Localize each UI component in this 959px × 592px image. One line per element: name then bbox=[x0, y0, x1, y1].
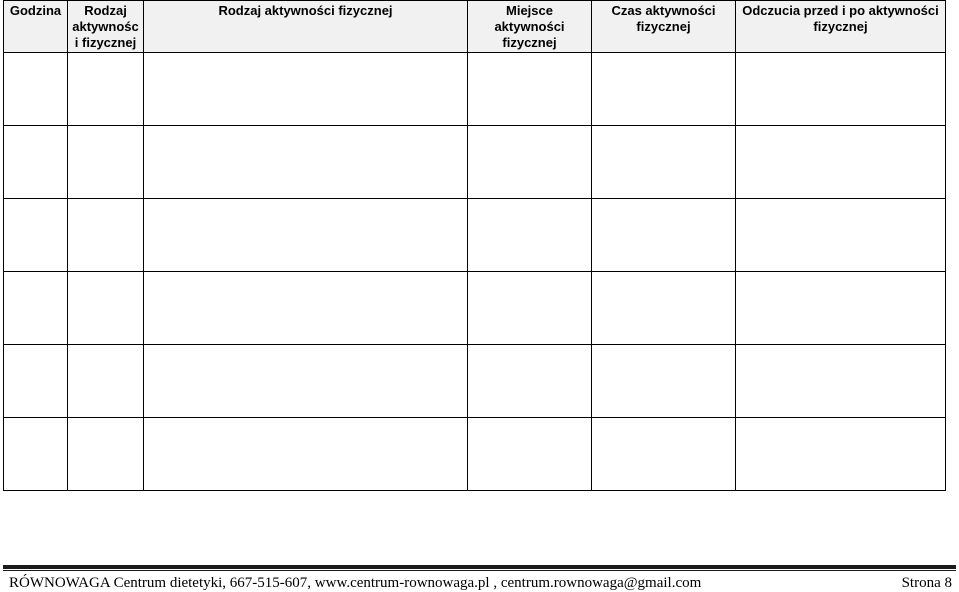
cell-godzina[interactable] bbox=[4, 418, 68, 491]
header-czas: Czas aktywności fizycznej bbox=[592, 1, 736, 53]
cell-odczucia[interactable] bbox=[736, 199, 946, 272]
cell-czas[interactable] bbox=[592, 53, 736, 126]
cell-rodzaj-aktywnosci[interactable] bbox=[144, 53, 468, 126]
cell-miejsce[interactable] bbox=[468, 272, 592, 345]
cell-odczucia[interactable] bbox=[736, 418, 946, 491]
table-body bbox=[4, 53, 946, 491]
cell-rodzaj-short[interactable] bbox=[68, 345, 144, 418]
table-row bbox=[4, 53, 946, 126]
table-header-row bbox=[4, 1, 946, 53]
cell-czas[interactable] bbox=[592, 272, 736, 345]
cell-godzina[interactable] bbox=[4, 345, 68, 418]
cell-miejsce[interactable] bbox=[468, 199, 592, 272]
cell-rodzaj-aktywnosci[interactable] bbox=[144, 272, 468, 345]
cell-miejsce[interactable] bbox=[468, 345, 592, 418]
cell-miejsce[interactable] bbox=[468, 53, 592, 126]
header-rodzaj-short: Rodzaj aktywnośc i fizycznej bbox=[68, 1, 144, 53]
cell-godzina[interactable] bbox=[4, 199, 68, 272]
table-row bbox=[4, 345, 946, 418]
cell-rodzaj-short[interactable] bbox=[68, 418, 144, 491]
header-godzina: Godzina bbox=[4, 1, 68, 53]
footer-divider-thick bbox=[3, 565, 956, 569]
page-number: Strona 8 bbox=[901, 575, 952, 591]
cell-rodzaj-short[interactable] bbox=[68, 126, 144, 199]
cell-rodzaj-aktywnosci[interactable] bbox=[144, 418, 468, 491]
cell-rodzaj-aktywnosci[interactable] bbox=[144, 199, 468, 272]
cell-rodzaj-short[interactable] bbox=[68, 272, 144, 345]
cell-odczucia[interactable] bbox=[736, 345, 946, 418]
cell-rodzaj-aktywnosci[interactable] bbox=[144, 126, 468, 199]
table-row bbox=[4, 199, 946, 272]
table-row bbox=[4, 272, 946, 345]
cell-czas[interactable] bbox=[592, 345, 736, 418]
cell-rodzaj-aktywnosci[interactable] bbox=[144, 345, 468, 418]
cell-miejsce[interactable] bbox=[468, 418, 592, 491]
activity-log-table bbox=[3, 0, 946, 491]
table-row bbox=[4, 418, 946, 491]
footer-contact: RÓWNOWAGA Centrum dietetyki, 667-515-607, www.centrum-rownowaga.pl , centrum.rownowaga@gmail.com bbox=[9, 575, 702, 591]
cell-odczucia[interactable] bbox=[736, 53, 946, 126]
cell-czas[interactable] bbox=[592, 418, 736, 491]
cell-odczucia[interactable] bbox=[736, 126, 946, 199]
cell-godzina[interactable] bbox=[4, 53, 68, 126]
table-row bbox=[4, 126, 946, 199]
cell-rodzaj-short[interactable] bbox=[68, 53, 144, 126]
cell-czas[interactable] bbox=[592, 126, 736, 199]
footer-divider-thin bbox=[3, 570, 956, 571]
header-odczucia: Odczucia przed i po aktywności fizycznej bbox=[736, 1, 946, 53]
cell-odczucia[interactable] bbox=[736, 272, 946, 345]
cell-godzina[interactable] bbox=[4, 272, 68, 345]
cell-miejsce[interactable] bbox=[468, 126, 592, 199]
cell-czas[interactable] bbox=[592, 199, 736, 272]
cell-godzina[interactable] bbox=[4, 126, 68, 199]
header-rodzaj-aktywnosci: Rodzaj aktywności fizycznej bbox=[144, 1, 468, 53]
cell-rodzaj-short[interactable] bbox=[68, 199, 144, 272]
header-miejsce: Miejsce aktywności fizycznej bbox=[468, 1, 592, 53]
